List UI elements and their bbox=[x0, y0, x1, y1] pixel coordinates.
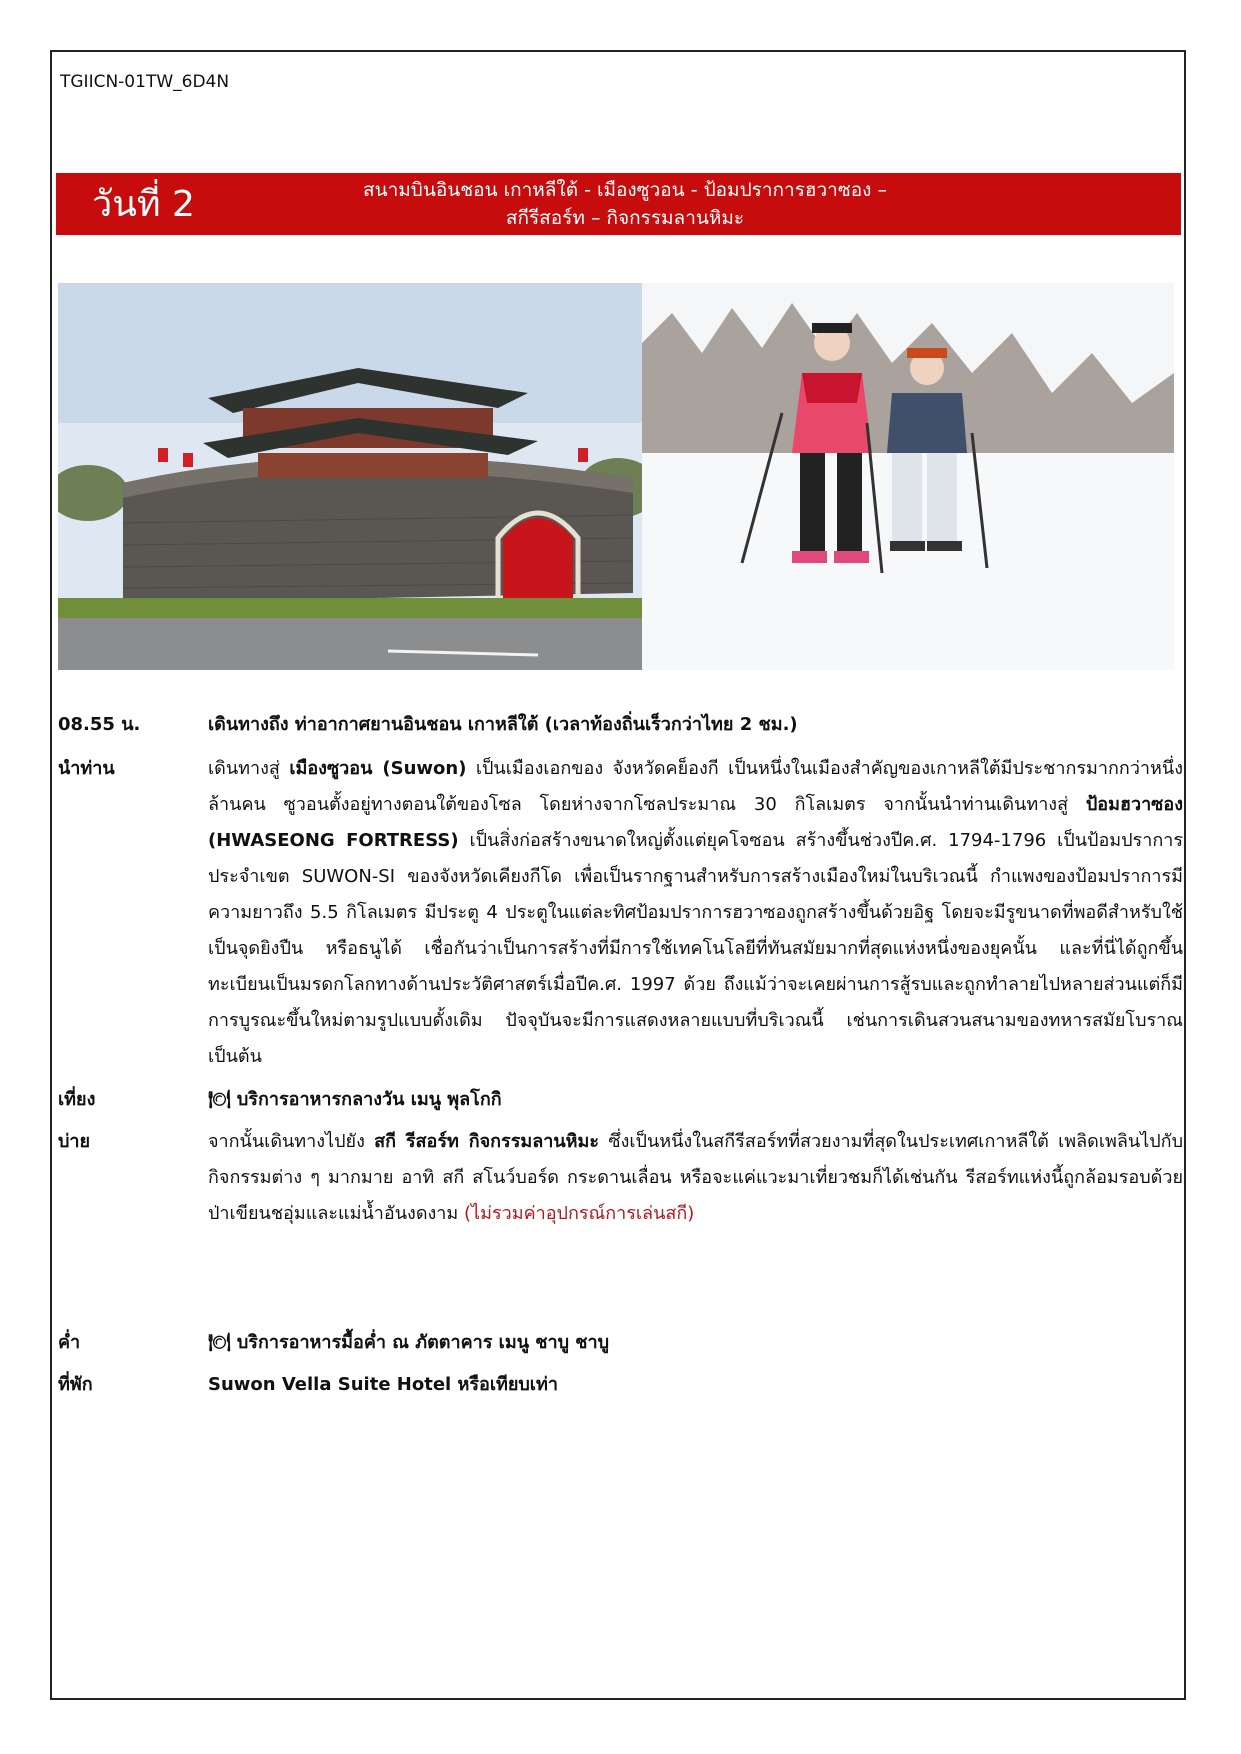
utensils-icon: 🍽 bbox=[208, 1332, 231, 1353]
dinner-label: ค่ำ bbox=[58, 1332, 81, 1353]
lunch-label: เที่ยง bbox=[58, 1089, 96, 1110]
day-route-line-1: สนามบินอินชอน เกาหลีใต้ - เมืองซูวอน - ป้อมปราการฮวาซอง – bbox=[363, 179, 887, 201]
utensils-icon: 🍽 bbox=[208, 1089, 231, 1110]
day-route-line-2: สกีรีสอร์ท – กิจกรรมลานหิมะ bbox=[505, 207, 745, 229]
fortress-photo bbox=[58, 283, 642, 670]
arrival-text: เดินทางถึง ท่าอากาศยานอินชอน เกาหลีใต้ (เวลาท้องถิ่นเร็วกว่าไทย 2 ชม.) bbox=[208, 714, 798, 735]
tour-text-2: เป็นเมืองเอกของ จังหวัดคย็องกี เป็นหนึ่งในเมืองสำคัญของเกาหลีใต้มีประชากรมากกว่าหนึ่งล้านคน ซูวอนตั้งอยู่ทางตอนใต้ของโซล โดยห่างจากโซลประมาณ 30 กิโลเมตร จากนั้นนำท่านเดินทางสู่ bbox=[208, 758, 1183, 815]
document-code: TGIICN-01TW_6D4N bbox=[60, 72, 230, 92]
lunch-text-wrap bbox=[208, 1082, 1183, 1118]
day-route bbox=[330, 176, 920, 232]
tour-hwaseong-bold: ป้อมฮวาซอง (HWASEONG FORTRESS) bbox=[208, 794, 1183, 851]
ski-equipment-note: (ไม่รวมค่าอุปกรณ์การเล่นสกี) bbox=[464, 1203, 695, 1224]
ski-photo bbox=[642, 283, 1174, 670]
ski-resort-bold: สกี รีสอร์ท กิจกรรมลานหิมะ bbox=[374, 1131, 600, 1152]
hotel-label: ที่พัก bbox=[58, 1374, 93, 1395]
afternoon-label: บ่าย bbox=[58, 1131, 91, 1152]
dinner-text: บริการอาหารมื้อค่ำ ณ ภัตตาคาร เมนู ชาบู ชาบู bbox=[236, 1332, 610, 1353]
tour-label: นำท่าน bbox=[58, 758, 115, 779]
day-label: วันที่ 2 bbox=[92, 184, 195, 225]
hotel-text: Suwon Vella Suite Hotel หรือเทียบเท่า bbox=[208, 1374, 558, 1395]
afternoon-text-1: จากนั้นเดินทางไปยัง bbox=[208, 1131, 375, 1152]
afternoon-description bbox=[208, 1124, 1183, 1232]
afternoon-text-2: ซึ่งเป็นหนึ่งในสกีรีสอร์ทที่สวยงามที่สุดในประเทศเกาหลีใต้ เพลิดเพลินไปกับกิจกรรมต่าง ๆ มากมาย อาทิ สกี สโนว์บอร์ด กระดานเลื่อน หรือจะแค่แวะมาเที่ยวชมก็ได้เช่นกัน รีสอร์ทแห่งนี้ถูกล้อมรอบด้วยป่าเขียนชอุ่มและแม่น้ำอันงดงาม bbox=[208, 1131, 1183, 1224]
tour-text-1: เดินทางสู่ bbox=[208, 758, 290, 779]
tour-description bbox=[208, 751, 1183, 1075]
tour-suwon-bold: เมืองซูวอน (Suwon) bbox=[289, 758, 467, 779]
dinner-text-wrap bbox=[208, 1325, 1183, 1361]
arrival-time: 08.55 น. bbox=[58, 714, 141, 735]
lunch-text: บริการอาหารกลางวัน เมนู พุลโกกิ bbox=[236, 1089, 502, 1110]
tour-text-3: เป็นสิ่งก่อสร้างขนาดใหญ่ตั้งแต่ยุคโจซอน สร้างขึ้นช่วงปีค.ศ. 1794-1796 เป็นป้อมปราการประจำเขต SUWON-SI ของจังหวัดเคียงกีโด เพื่อเป็นรากฐานสำหรับการสร้างเมืองใหม่ในบริเวณนี้ กำแพงของป้อมปราการมีความยาวถึง 5.5 กิโลเมตร มีประตู 4 ประตูในแต่ละทิศป้อมปราการฮวาซองถูกสร้างขึ้นด้วยอิฐ โดยจะมีรูขนาดที่พอดีสำหรับใช้เป็นจุดยิงปืน หรือธนูได้ เชื่อกันว่าเป็นการสร้างที่มีการใช้เทคโนโลยีที่ทันสมัยมากที่สุดแห่งหนึ่งของยุคนั้น และที่นี่ได้ถูกขึ้นทะเบียนเป็นมรดกโลกทางด้านประวัติศาสตร์เมื่อปีค.ศ. 1997 ด้วย ถึงแม้ว่าจะเคยผ่านการสู้รบและถูกทำลายไปหลายส่วนแต่ก็มีการบูรณะขึ้นใหม่ตามรูปแบบดั้งเดิม ปัจจุบันจะมีการแสดงหลายแบบที่บริเวณนี้ เช่นการเดินสวนสนามของทหารสมัยโบราณ เป็นต้น bbox=[208, 830, 1183, 1067]
